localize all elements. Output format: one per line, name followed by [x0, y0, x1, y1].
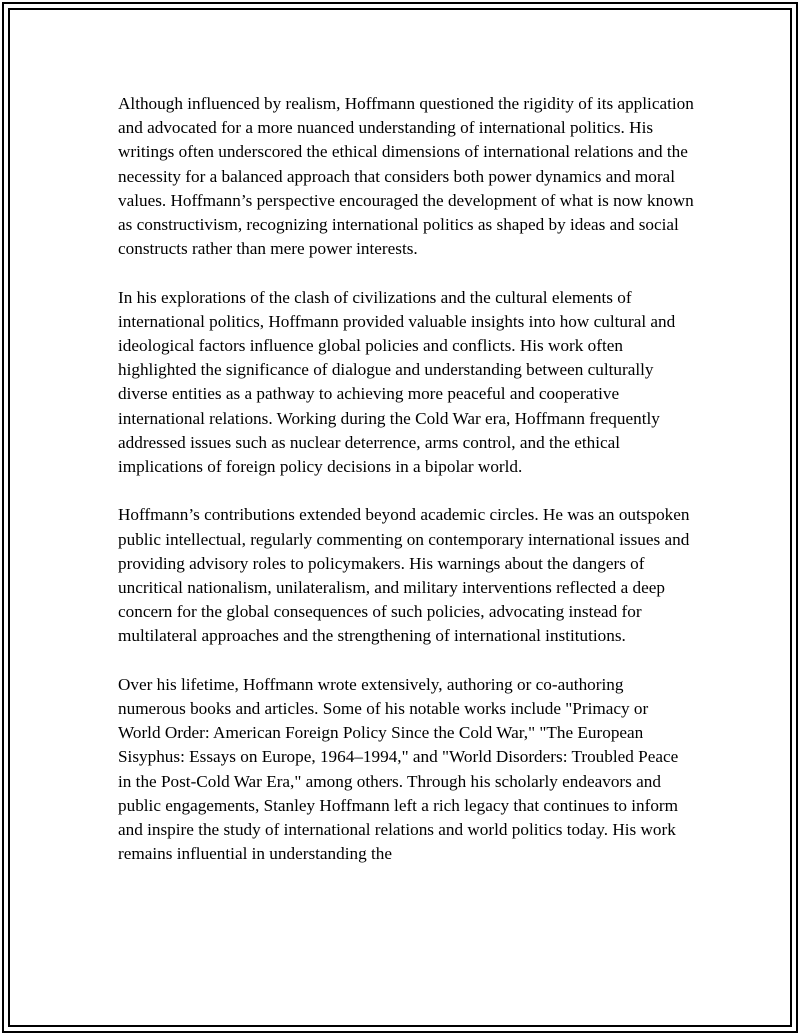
paragraph-contributions: Hoffmann’s contributions extended beyond academic circles. He was an outspoken public intellectual, regularly commenting on contemporary international issues and providing advisory roles to policymakers. His warnings about the dangers of uncritical nationalism, unilateralism, and military interventions reflected a deep concern for the global consequences of such policies, advocating instead for multilateral approaches and the strengthening of international institutions. — [118, 505, 690, 646]
paragraph-civilizations: In his explorations of the clash of civilizations and the cultural elements of international politics, Hoffmann provided valuable insights into how cultural and ideological factors influence global policies and conflicts. His work often highlighted the significance of dialogue and understanding between culturally diverse entities as a pathway to achieving more peaceful and cooperative international relations. Working during the Cold War era, Hoffmann frequently addressed issues such as nuclear deterrence, arms control, and the ethical implications of foreign policy decisions in a bipolar world. — [118, 287, 676, 477]
paragraph-works: Over his lifetime, Hoffmann wrote extensively, authoring or co-authoring numerous books and articles. Some of his notable works include "Primacy or World Order: American Foreign Policy Since the Cold War," "The European Sisyphus: Essays on Europe, 1964–1994," and "World Disorders: Troubled Peace in the Post-Cold War Era," among others. Through his scholarly endeavors and public engagements, Stanley Hoffmann left a rich legacy that continues to inform and inspire the study of international relations and world politics today. His work remains influential in understanding the — [118, 674, 679, 864]
document-body — [118, 92, 694, 891]
paragraph-realism: Although influenced by realism, Hoffmann questioned the rigidity of its application and advocated for a more nuanced understanding of international politics. His writings often underscored the ethical dimensions of international relations and the necessity for a balanced approach that considers both power dynamics and moral values. Hoffmann’s perspective encouraged the development of what is now known as constructivism, recognizing international politics as shaped by ideas and social constructs rather than mere power interests. — [118, 94, 694, 259]
